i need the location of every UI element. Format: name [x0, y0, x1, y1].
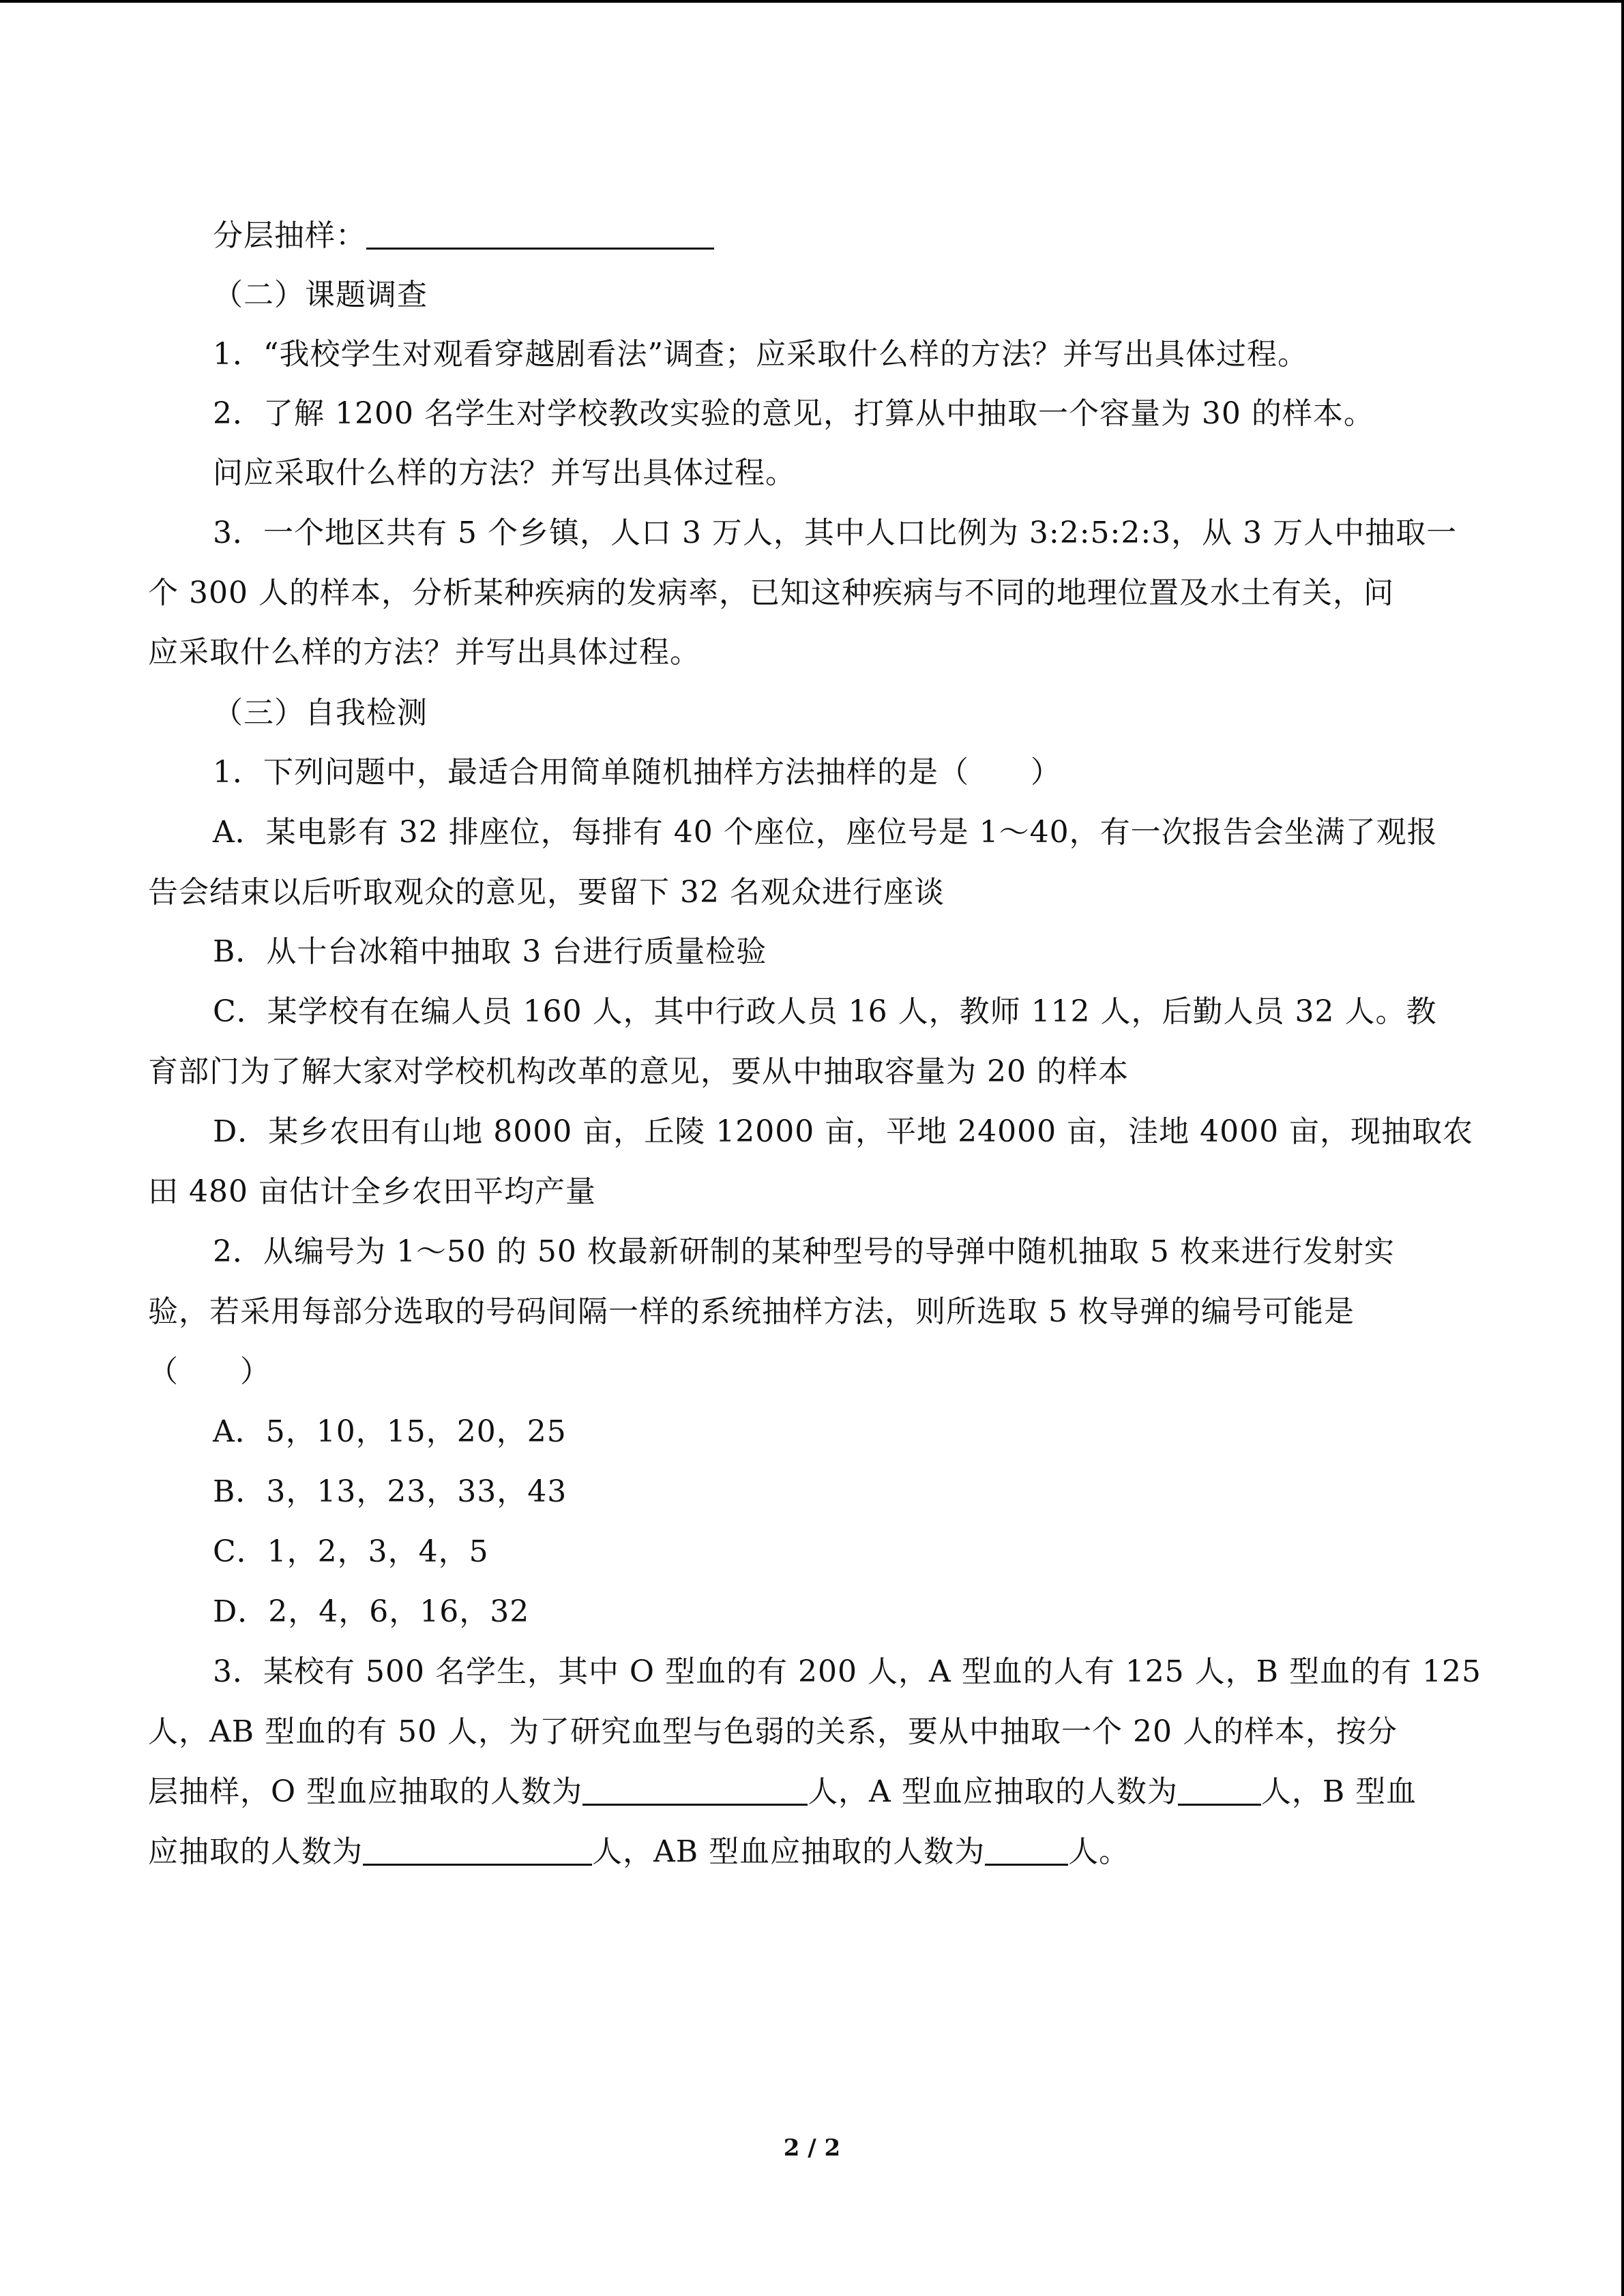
fill-3-line-4-text-c: 人。: [1068, 1834, 1130, 1869]
fill-3-line-3-text-c: 人，B 型血: [1260, 1774, 1417, 1809]
fill-3-line-4-text-a: 应抽取的人数为: [148, 1834, 363, 1869]
mcq-2-stem-line-3: （ ）: [148, 1354, 271, 1389]
mcq-2-option-b: B．3，13，23，33，43: [213, 1474, 567, 1509]
fill-3-line-1: 3．某校有 500 名学生，其中 O 型血的有 200 人，A 型血的人有 125 人，B 型血的有 125: [213, 1654, 1481, 1689]
mcq-1-option-c-line-2: 育部门为了解大家对学校机构改革的意见，要从中抽取容量为 20 的样本: [148, 1054, 1129, 1089]
mcq-1-option-d-line-1: D．某乡农田有山地 8000 亩，丘陵 12000 亩，平地 24000 亩，洼地 4000 亩，现抽取农: [213, 1114, 1474, 1149]
mcq-2-stem-line-1: 2．从编号为 1～50 的 50 枚最新研制的某种型号的导弹中随机抽取 5 枚来进行发射实: [213, 1234, 1395, 1269]
survey-question-2-line-1: 2．了解 1200 名学生对学校教改实验的意见，打算从中抽取一个容量为 30 的样本。: [213, 396, 1374, 431]
mcq-1-option-a-line-2: 告会结束以后听取观众的意见，要留下 32 名观众进行座谈: [148, 875, 945, 910]
survey-question-3-line-3: 应采取什么样的方法？并写出具体过程。: [148, 635, 700, 670]
mcq-2-option-c: C．1，2，3，4，5: [213, 1534, 489, 1569]
blood-type-ab-answer-blank[interactable]: [985, 1834, 1068, 1866]
section-topic-survey-heading: （二）课题调查: [213, 278, 428, 312]
mcq-1-option-c-line-1: C．某学校有在编人员 160 人，其中行政人员 16 人，教师 112 人，后勤人员 32 人。教: [213, 994, 1437, 1029]
survey-question-1: 1．“我校学生对观看穿越剧看法”调查；应采取什么样的方法？并写出具体过程。: [213, 337, 1308, 372]
mcq-1-stem: 1．下列问题中，最适合用简单随机抽样方法抽样的是（ ）: [213, 755, 1061, 790]
mcq-2-option-d: D．2，4，6，16，32: [213, 1594, 530, 1629]
mcq-1-option-b: B．从十台冰箱中抽取 3 台进行质量检验: [213, 934, 767, 969]
survey-question-2-line-2: 问应采取什么样的方法？并写出具体过程。: [213, 456, 796, 490]
page-border-right: [1621, 0, 1624, 2296]
fill-3-line-3-text-b: 人，A 型血应抽取的人数为: [808, 1774, 1178, 1809]
mcq-1-option-d-line-2: 田 480 亩估计全乡农田平均产量: [148, 1174, 596, 1209]
mcq-1-option-a-line-1: A．某电影有 32 排座位，每排有 40 个座位，座位号是 1～40，有一次报告会坐满了观报: [213, 815, 1438, 850]
stratified-sampling-line: [213, 215, 714, 256]
fill-3-line-2: 人，AB 型血的有 50 人，为了研究血型与色弱的关系，要从中抽取一个 20 人的样本，按分: [148, 1714, 1398, 1749]
page-border-top: [0, 0, 1624, 3]
mcq-2-option-a: A．5，10，15，20，25: [213, 1414, 567, 1449]
survey-question-3-line-2: 个 300 人的样本，分析某种疾病的发病率，已知这种疾病与不同的地理位置及水土有关，问: [148, 576, 1394, 610]
stratified-sampling-answer-blank[interactable]: [366, 218, 714, 250]
survey-question-3-line-1: 3．一个地区共有 5 个乡镇，人口 3 万人，其中人口比例为 3:2:5:2:3，从 3 万人中抽取一: [213, 516, 1458, 550]
blood-type-o-answer-blank[interactable]: [582, 1774, 808, 1806]
section-self-test-heading: （三）自我检测: [213, 696, 428, 730]
fill-3-line-3: [148, 1772, 1417, 1813]
stratified-sampling-label: 分层抽样：: [213, 218, 366, 253]
page-number: 2 / 2: [783, 2134, 841, 2162]
fill-3-line-4: [148, 1832, 1130, 1873]
mcq-2-stem-line-2: 验，若采用每部分选取的号码间隔一样的系统抽样方法，则所选取 5 枚导弹的编号可能是: [148, 1294, 1355, 1329]
blood-type-b-answer-blank[interactable]: [363, 1834, 592, 1866]
fill-3-line-3-text-a: 层抽样，O 型血应抽取的人数为: [148, 1774, 583, 1809]
fill-3-line-4-text-b: 人，AB 型血应抽取的人数为: [592, 1834, 986, 1869]
blood-type-a-answer-blank[interactable]: [1178, 1774, 1261, 1806]
